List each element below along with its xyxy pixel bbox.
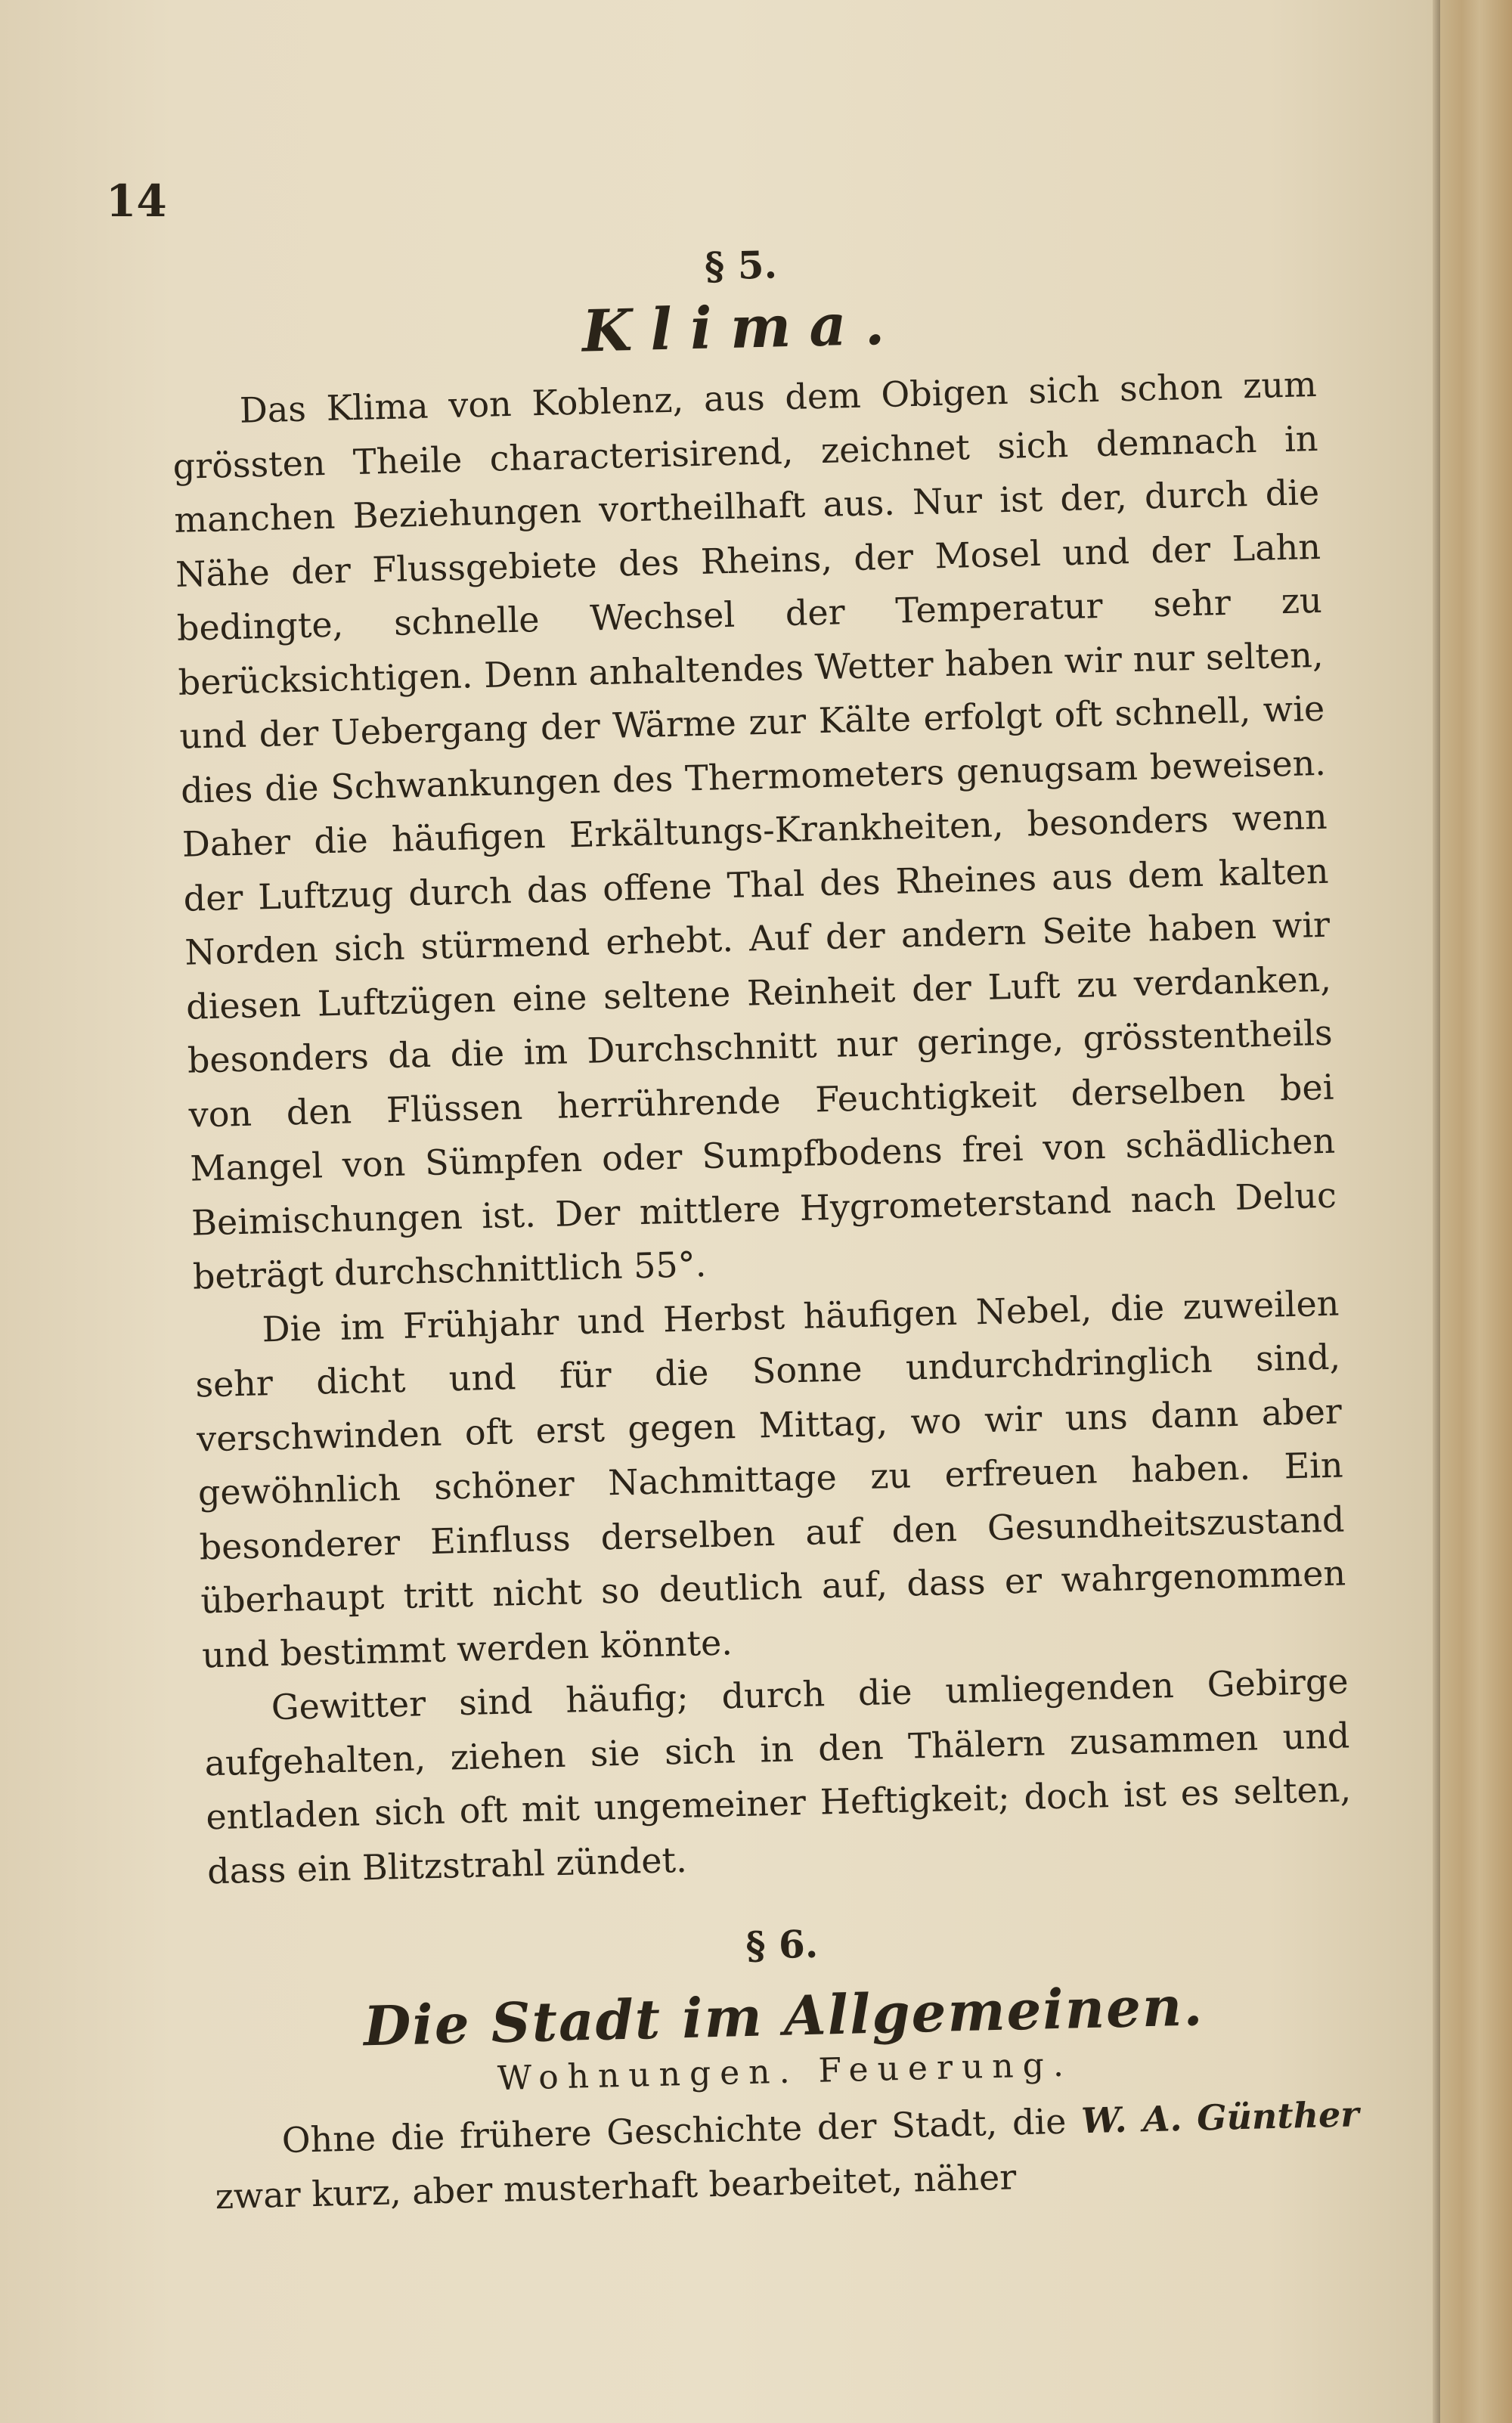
page-gutter-shadow bbox=[1433, 0, 1440, 2423]
text-block bbox=[168, 229, 1361, 2223]
author-surname: Günther bbox=[1196, 2093, 1360, 2139]
section-title-stadt: Die Stadt im Allgemeinen. bbox=[362, 1973, 1205, 2059]
page-number: 14 bbox=[106, 175, 167, 227]
section-mark-5: § 5. bbox=[704, 242, 778, 289]
section-mark-6: § 6. bbox=[745, 1921, 819, 1968]
section-title-klima: Klima. bbox=[581, 290, 903, 365]
paragraph-klima-1: Das Klima von Koblenz, aus dem Obigen sich schon zum grössten Theile characterisirend, zeichnet sich demnach in manchen Beziehungen vortheilhaft aus. Nur ist der, durch die Nähe der Flussgebiete des Rheins, der Mosel und der Lahn bedingte, schnelle Wechsel der Temperatur sehr zu berücksichtigen. Denn anhaltendes Wetter haben wir nur selten, und der Uebergang der Wärme zur Kälte erfolgt oft schnell, wie dies die Schwankungen des Thermometers genugsam beweisen. Daher die häufigen Erkältungs-Krankheiten, besonders wenn der Luftzug durch das offene Thal des Rheines aus dem kalten Norden sich stürmend erhebt. Auf der andern Seite haben wir diesen Luftzügen eine seltene Reinheit der Luft zu verdanken, besonders da die im Durchschnitt nur geringe, grösstentheils von den Flüssen herrührende Feuchtigkeit derselben bei Mangel von Sümpfen oder Sumpfbodens frei von schädlichen Beimischungen ist. Der mittlere Hygrometerstand nach Deluc beträgt durchschnittlich 55°. bbox=[172, 363, 1337, 1297]
book-edge bbox=[1440, 0, 1512, 2423]
paragraph-klima-2: Die im Frühjahr und Herbst häufigen Nebel, die zuweilen sehr dicht und für die Sonne undurchdringlich sind, verschwinden oft erst gegen Mittag, wo wir uns dann aber gewöhnlich schöner Nachmittage zu erfreuen haben. Ein besonderer Einfluss derselben auf den Gesundheitszustand überhaupt tritt nicht so deutlich auf, dass er wahrgenommen und bestimmt werden könnte. bbox=[194, 1282, 1346, 1675]
paragraph-stadt-end: zwar kurz, aber musterhaft bearbeitet, näher bbox=[215, 2155, 1017, 2217]
paragraph-stadt-start: Ohne die frühere Geschichte der Stadt, die bbox=[281, 2100, 1082, 2161]
paragraph-klima-3: Gewitter sind häufig; durch die umliegenden Gebirge aufgehalten, ziehen sie sich in den Thälern zusammen und entladen sich oft mit ungemeiner Heftigkeit; doch ist es selten, dass ein Blitzstrahl zündet. bbox=[204, 1660, 1352, 1892]
section-subtitle: Wohnungen. Feuerung. bbox=[497, 2045, 1074, 2099]
author-initials: W. A. bbox=[1080, 2097, 1183, 2142]
